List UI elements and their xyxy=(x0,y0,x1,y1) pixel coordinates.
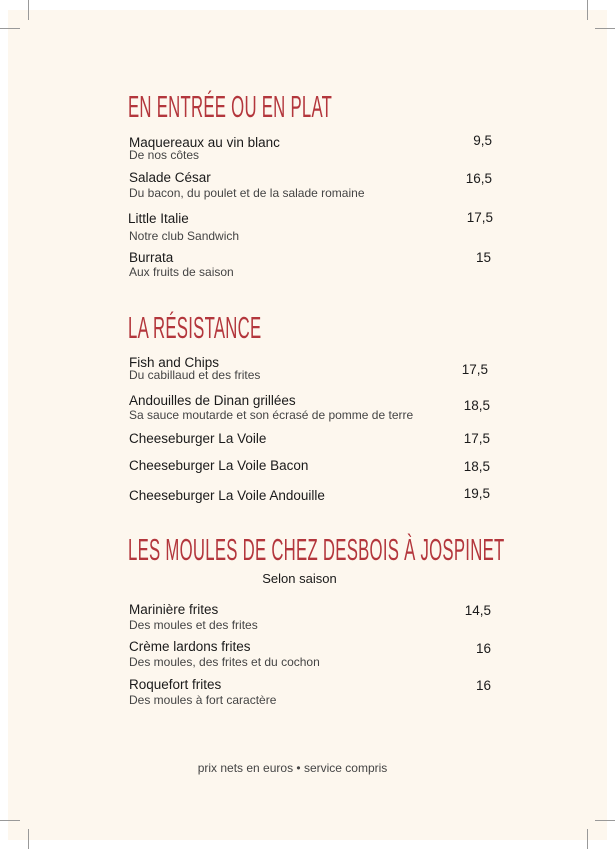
item-name: Roquefort frites xyxy=(129,677,222,692)
crop-mark xyxy=(587,0,588,20)
crop-mark xyxy=(28,0,29,20)
item-description: Aux fruits de saison xyxy=(129,265,234,279)
item-name: Cheeseburger La Voile Bacon xyxy=(129,458,309,473)
item-description: Du bacon, du poulet et de la salade romaine xyxy=(129,186,365,200)
item-description: Des moules à fort caractère xyxy=(129,693,277,707)
item-description: Sa sauce moutarde et son écrasé de pomme de terre xyxy=(129,408,414,422)
item-price: 15 xyxy=(475,250,491,265)
section-title-moules: LES MOULES DE CHEZ DESBOIS À JOSPINET xyxy=(128,532,505,567)
crop-mark xyxy=(595,820,615,821)
item-price: 18,5 xyxy=(463,459,490,474)
item-name: Little Italie xyxy=(128,211,189,226)
item-name: Andouilles de Dinan grillées xyxy=(129,393,296,408)
item-price: 16,5 xyxy=(465,171,492,186)
item-price: 16 xyxy=(475,641,491,656)
item-price: 17,5 xyxy=(463,431,490,446)
section-subtitle: Selon saison xyxy=(262,571,337,586)
item-description: De nos côtes xyxy=(129,148,200,162)
crop-mark xyxy=(595,28,615,29)
item-name: Marinière frites xyxy=(129,602,219,617)
item-description: Des moules et des frites xyxy=(129,618,258,632)
item-description: Du cabillaud et des frites xyxy=(129,368,261,382)
item-description: Notre club Sandwich xyxy=(129,229,240,243)
item-price: 18,5 xyxy=(463,398,490,413)
item-name: Crème lardons frites xyxy=(129,639,251,654)
footer-note: prix nets en euros • service compris xyxy=(197,761,388,775)
item-price: 17,5 xyxy=(461,362,488,377)
item-name: Cheeseburger La Voile xyxy=(129,431,267,446)
item-name: Salade César xyxy=(129,170,211,185)
item-name: Cheeseburger La Voile Andouille xyxy=(129,488,325,503)
section-title-resistance: LA RÉSISTANCE xyxy=(128,310,262,345)
item-name: Burrata xyxy=(129,250,174,265)
crop-mark xyxy=(0,28,20,29)
item-price: 16 xyxy=(475,678,491,693)
crop-mark xyxy=(0,820,20,821)
item-price: 19,5 xyxy=(463,486,490,501)
crop-mark xyxy=(28,829,29,849)
item-price: 14,5 xyxy=(464,603,491,618)
item-price: 17,5 xyxy=(466,210,493,225)
item-name: Fish and Chips xyxy=(129,355,220,370)
crop-mark xyxy=(587,829,588,849)
menu-page xyxy=(8,10,607,840)
item-name: Maquereaux au vin blanc xyxy=(129,135,280,150)
section-title-entree: EN ENTRÉE OU EN PLAT xyxy=(128,89,333,124)
item-price: 9,5 xyxy=(473,133,492,148)
item-description: Des moules, des frites et du cochon xyxy=(129,655,320,669)
